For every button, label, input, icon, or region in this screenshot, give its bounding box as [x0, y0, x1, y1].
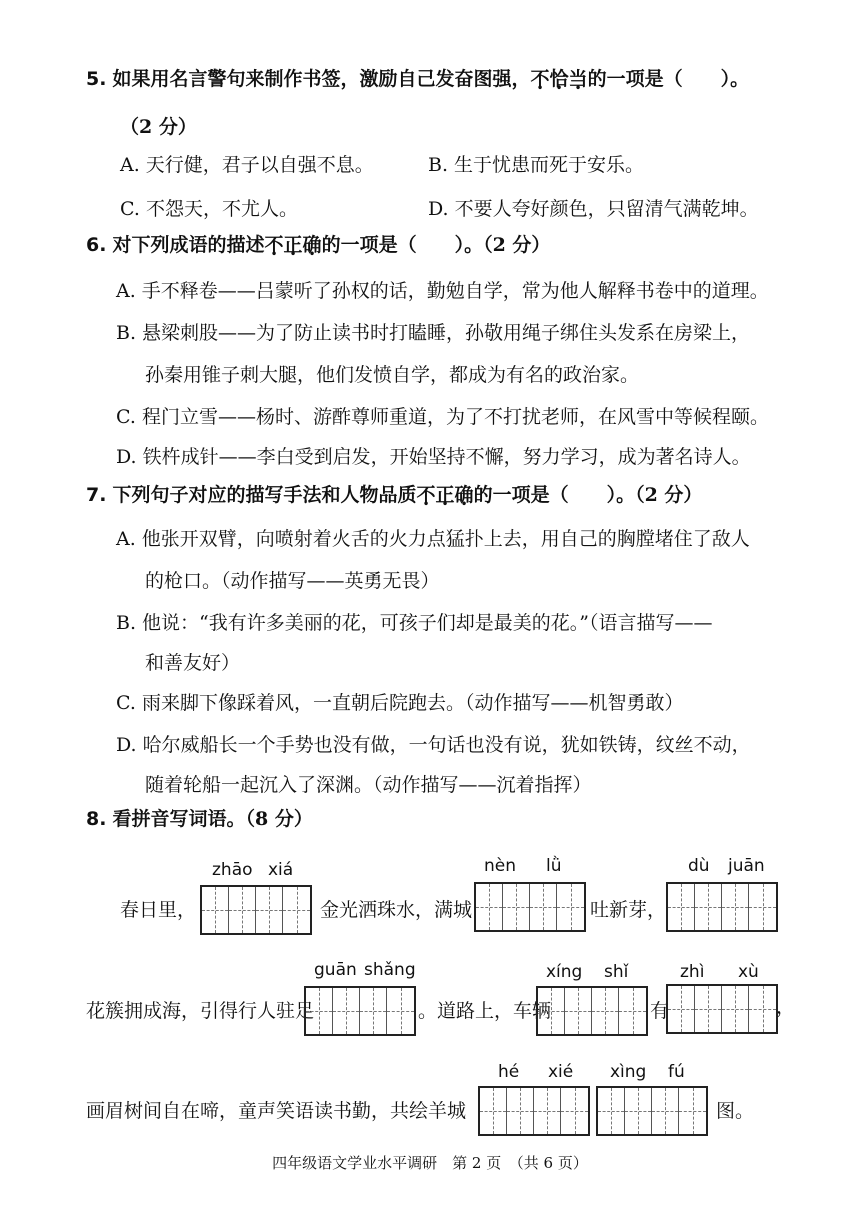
q6-option-d: D. 铁杵成针——李白受到启发，开始坚持不懈，努力学习，成为著名诗人。 [116, 446, 751, 468]
answer-cell[interactable] [592, 988, 619, 1034]
q7-stem: 7. 下列句子对应的描写手法和人物品质不正确的一项是（ ）。（2 分） [86, 484, 703, 506]
answer-cell[interactable] [722, 884, 749, 930]
answer-box-hexie[interactable] [478, 1086, 590, 1136]
answer-cell[interactable] [668, 986, 695, 1032]
answer-cell[interactable] [530, 884, 557, 930]
q7-option-b-cont: 和善友好） [145, 652, 241, 674]
q6-stem: 6. 对下列成语的描述不正确的一项是（ ）。（2 分） [86, 234, 551, 256]
answer-box-zhaoxia[interactable] [200, 885, 312, 935]
answer-box-xingfu[interactable] [596, 1086, 708, 1136]
q6-option-a: A. 手不释卷——吕蒙听了孙权的话，勤勉自学，常为他人解释书卷中的道理。 [116, 280, 769, 302]
pinyin-fu: fú [668, 1062, 685, 1082]
q5-option-a: A. 天行健，君子以自强不息。 [120, 154, 374, 176]
answer-cell[interactable] [598, 1088, 625, 1134]
answer-cell[interactable] [749, 884, 776, 930]
answer-box-xingshi[interactable] [536, 986, 648, 1036]
answer-cell[interactable] [387, 988, 414, 1034]
pinyin-shi: shǐ [604, 962, 629, 982]
q6-option-c: C. 程门立雪——杨时、游酢尊师重道，为了不打扰老师，在风雪中等候程颐。 [116, 406, 769, 428]
q8-text-7: ， [776, 996, 796, 1018]
answer-cell[interactable] [202, 887, 229, 933]
answer-cell[interactable] [503, 884, 530, 930]
answer-cell[interactable] [668, 884, 695, 930]
pinyin-guan: guān [314, 960, 357, 980]
answer-cell[interactable] [619, 988, 646, 1034]
answer-cell[interactable] [565, 988, 592, 1034]
answer-box-zhixu[interactable] [666, 984, 778, 1034]
answer-cell[interactable] [538, 988, 565, 1034]
answer-box-dujuan[interactable] [666, 882, 778, 932]
answer-cell[interactable] [306, 988, 333, 1034]
answer-cell[interactable] [229, 887, 256, 933]
q8-number: 8. [86, 808, 107, 830]
answer-cell[interactable] [360, 988, 387, 1034]
q7-option-b: B. 他说：“我有许多美丽的花，可孩子们却是最美的花。”（语言描写—— [116, 612, 713, 634]
q5-score: （2 分） [120, 116, 197, 138]
pinyin-lv: lǜ [546, 856, 562, 876]
pinyin-xu: xù [738, 962, 759, 982]
q5-stem: 5. 如果用名言警句来制作书签，激励自己发奋图强，不恰当的一项是（ ）。 [86, 68, 750, 90]
q5-option-d: D. 不要人夸好颜色，只留清气满乾坤。 [428, 198, 759, 220]
answer-cell[interactable] [333, 988, 360, 1034]
q5-number: 5. [86, 68, 107, 90]
answer-cell[interactable] [476, 884, 503, 930]
q7-option-d: D. 哈尔威船长一个手势也没有做，一句话也没有说，犹如铁铸，纹丝不动， [116, 734, 751, 756]
pinyin-zhao: zhāo [212, 860, 253, 880]
answer-cell[interactable] [561, 1088, 588, 1134]
pinyin-nen: nèn [484, 856, 517, 876]
q8-stem: 8. 看拼音写词语。（8 分） [86, 808, 313, 830]
answer-cell[interactable] [722, 986, 749, 1032]
pinyin-juan: juān [728, 856, 765, 876]
q8-text-2: 金光洒珠水，满城 [320, 899, 473, 921]
answer-cell[interactable] [534, 1088, 561, 1134]
q7-option-a-cont: 的枪口。（动作描写——英勇无畏） [145, 570, 440, 592]
q5-option-c: C. 不怨天，不尤人。 [120, 198, 298, 220]
answer-cell[interactable] [256, 887, 283, 933]
pinyin-he: hé [498, 1062, 520, 1082]
answer-cell[interactable] [652, 1088, 679, 1134]
answer-cell[interactable] [625, 1088, 652, 1134]
pinyin-xing2: xìng [610, 1062, 647, 1082]
answer-box-nenlv[interactable] [474, 882, 586, 932]
q7-option-d-cont: 随着轮船一起沉入了深渊。（动作描写——沉着指挥） [145, 774, 592, 796]
q7-option-a: A. 他张开双臂，向喷射着火舌的火力点猛扑上去，用自己的胸膛堵住了敌人 [116, 528, 750, 550]
page-footer: 四年级语文学业水平调研 第 2 页 （共 6 页） [272, 1154, 588, 1172]
answer-cell[interactable] [507, 1088, 534, 1134]
q8-text-5: 。道路上，车辆 [418, 1000, 552, 1022]
q8-text-6: 有 [650, 1000, 670, 1022]
answer-cell[interactable] [283, 887, 310, 933]
answer-box-guanshang[interactable] [304, 986, 416, 1036]
q8-text-8: 画眉树间自在啼，童声笑语读书勤，共绘羊城 [86, 1100, 467, 1122]
q8-text-3: 吐新芽， [590, 899, 667, 921]
q6-option-b: B. 悬梁刺股——为了防止读书时打瞌睡，孙敬用绳子绑住头发系在房梁上， [116, 322, 751, 344]
answer-cell[interactable] [749, 986, 776, 1032]
q6-number: 6. [86, 234, 107, 256]
pinyin-xing: xíng [546, 962, 583, 982]
answer-cell[interactable] [679, 1088, 706, 1134]
pinyin-zhi: zhì [680, 962, 705, 982]
answer-cell[interactable] [695, 884, 722, 930]
pinyin-shang: shǎng [364, 960, 416, 980]
q8-text-1: 春日里， [120, 899, 197, 921]
q7-number: 7. [86, 484, 107, 506]
pinyin-xia: xiá [268, 860, 294, 880]
q5-option-b: B. 生于忧患而死于安乐。 [428, 154, 645, 176]
answer-cell[interactable] [695, 986, 722, 1032]
answer-cell[interactable] [480, 1088, 507, 1134]
q8-text-4: 花簇拥成海，引得行人驻足 [86, 1000, 315, 1022]
q7-option-c: C. 雨来脚下像踩着风，一直朝后院跑去。（动作描写——机智勇敢） [116, 692, 684, 714]
pinyin-du: dù [688, 856, 710, 876]
q6-option-b-cont: 孙秦用锥子刺大腿，他们发愤自学，都成为有名的政治家。 [145, 364, 640, 386]
q8-text-9: 图。 [716, 1100, 755, 1122]
answer-cell[interactable] [557, 884, 584, 930]
pinyin-xie: xié [548, 1062, 574, 1082]
